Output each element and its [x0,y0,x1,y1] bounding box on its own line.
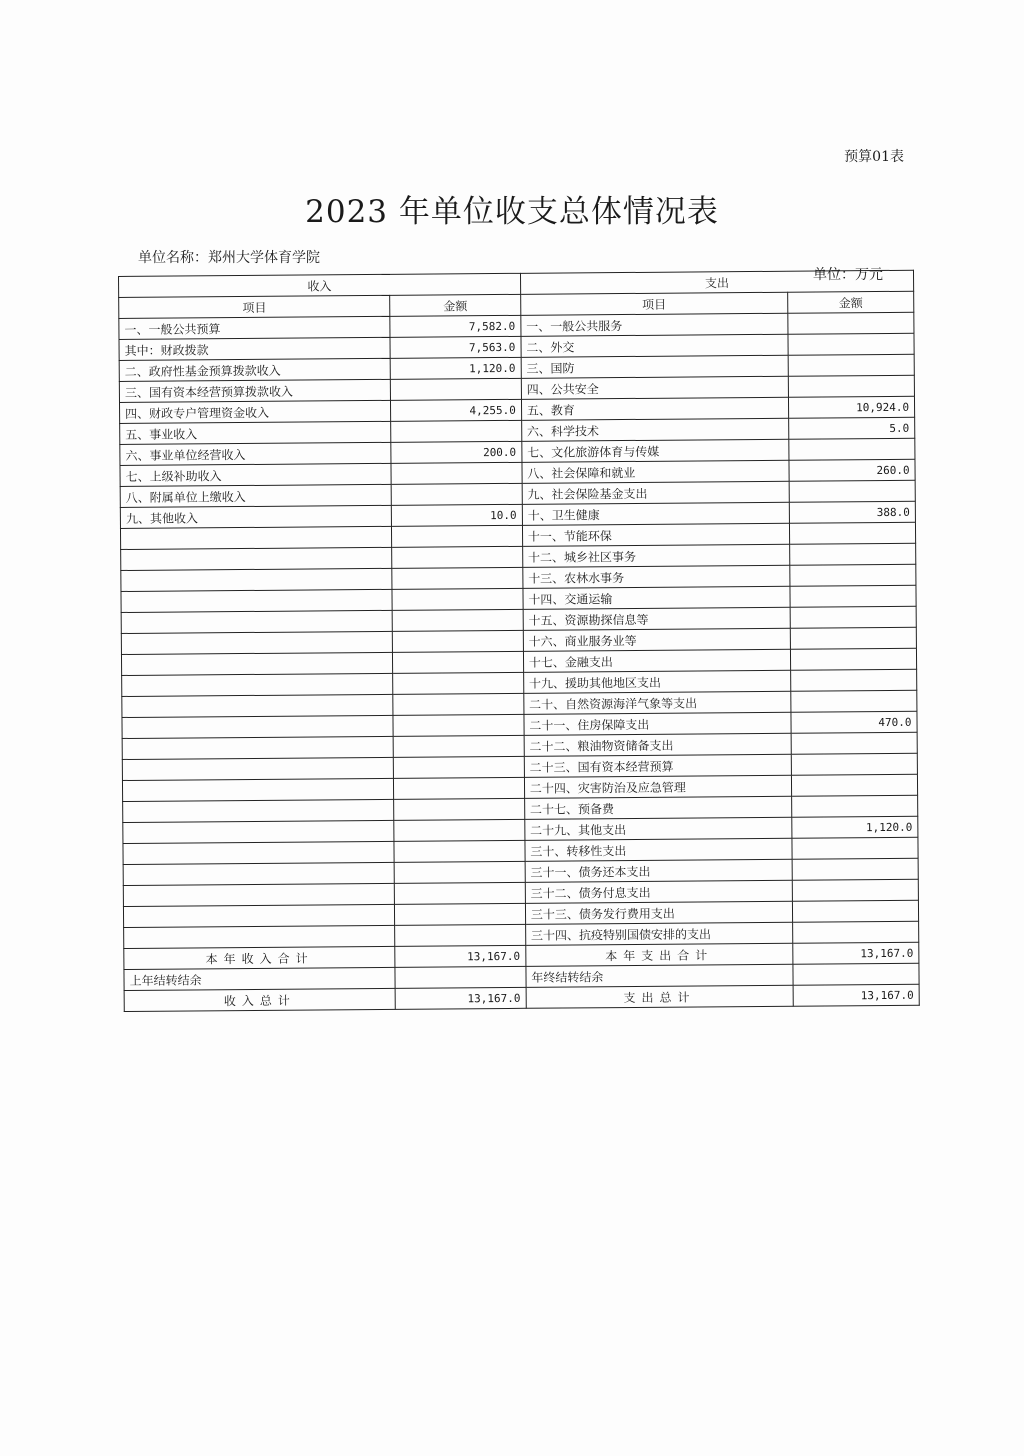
expense-amount-cell [791,774,917,796]
income-item-cell [121,568,393,591]
carryover-out-label: 年终结转结余 [526,964,793,987]
income-amount-cell [395,861,526,883]
income-amount-cell: 200.0 [391,441,522,463]
income-item-cell [122,736,394,759]
expense-amount-cell [792,900,918,922]
page-title: 2023 年单位收支总体情况表 [305,194,719,230]
income-item-cell [123,841,395,864]
income-item-cell [121,631,393,654]
income-item-cell [121,652,393,675]
expense-item-cell: 十七、金融支出 [523,649,790,672]
income-amount-cell [393,672,524,694]
year-expense-label: 本年支出合计 [526,943,793,966]
income-amount-cell [394,819,525,841]
income-item-cell [122,673,394,696]
income-item-cell: 七、上级补助收入 [120,463,392,486]
expense-item-cell: 二十七、预备费 [524,796,791,819]
expense-item-cell: 二十一、住房保障支出 [524,712,791,735]
income-item-cell [122,715,394,738]
income-header: 收入 [119,273,521,297]
income-item-cell [124,925,396,948]
income-item-cell [123,820,395,843]
income-item-cell: 三、国有资本经营预算拨款收入 [119,379,391,402]
expense-amount-cell: 388.0 [789,501,915,523]
expense-item-cell: 三十二、债务付息支出 [525,880,792,903]
year-expense-amount: 13,167.0 [793,942,919,964]
expense-item-cell: 三十三、债务发行费用支出 [525,901,792,924]
expense-item-cell: 三十一、债务还本支出 [525,859,792,882]
income-item-cell: 五、事业收入 [120,421,392,444]
income-amount-cell [394,840,525,862]
expense-amount-cell [788,375,914,397]
expense-amount-cell [790,543,916,565]
expense-item-cell: 一、一般公共服务 [521,313,788,336]
expense-header: 支出 [520,270,913,294]
income-amount-cell [393,651,524,673]
expense-amount-cell [791,669,917,691]
income-item-cell [123,904,395,927]
income-item-cell: 九、其他收入 [120,505,392,528]
income-amount-cell [391,378,522,400]
income-amount-cell [393,630,524,652]
income-amount-cell [392,525,523,547]
income-amount-cell [394,777,525,799]
expense-item-cell: 六、科学技术 [521,418,788,441]
income-item-cell [123,799,395,822]
carryover-in-label: 上年结转结余 [124,967,396,990]
budget-table [118,270,920,1012]
income-amount-cell [395,903,526,925]
income-item-cell [123,883,395,906]
income-amount-cell: 7,582.0 [390,315,521,337]
expense-amount-cell [792,858,918,880]
expense-amount-cell: 1,120.0 [792,816,918,838]
carryover-in-amount [395,966,526,988]
expense-item-cell: 二、外交 [521,334,788,357]
expense-item-cell: 三十四、抗疫特别国债安排的支出 [525,922,792,945]
income-amount-cell [392,588,523,610]
income-item-cell: 六、事业单位经营收入 [120,442,392,465]
income-item-cell [120,526,392,549]
income-amount-cell: 10.0 [392,504,523,526]
expense-item-cell: 九、社会保险基金支出 [522,481,789,504]
expense-item-cell: 十五、资源勘探信息等 [523,607,790,630]
expense-amount-cell: 260.0 [789,459,915,481]
income-item-cell [122,757,394,780]
expense-amount-cell [791,795,917,817]
unit-label: 单位：万元 [813,267,883,283]
income-item-cell [121,589,393,612]
income-item-cell: 二、政府性基金预算拨款收入 [119,358,391,381]
expense-amount-cell [788,333,914,355]
income-amount-cell [394,756,525,778]
expense-item-cell: 七、文化旅游体育与传媒 [522,439,789,462]
expense-total-amount: 13,167.0 [793,984,919,1006]
expense-item-cell: 十一、节能环保 [522,523,789,546]
expense-item-cell: 四、公共安全 [521,376,788,399]
income-amount-cell [393,714,524,736]
income-amount-header: 金额 [390,294,521,316]
income-total-amount: 13,167.0 [396,987,527,1009]
expense-amount-cell [789,438,915,460]
income-amount-cell [395,924,526,946]
income-item-cell [123,862,395,885]
income-amount-cell [394,735,525,757]
income-item-cell: 其中：财政拨款 [119,337,391,360]
expense-item-cell: 十二、城乡社区事务 [522,544,789,567]
income-amount-cell [391,420,522,442]
year-income-amount: 13,167.0 [395,945,526,967]
expense-amount-cell [789,480,915,502]
expense-item-cell: 十三、农林水事务 [523,565,790,588]
income-amount-cell [393,693,524,715]
income-amount-cell [391,462,522,484]
expense-amount-header: 金额 [788,291,914,313]
expense-item-cell: 十、卫生健康 [522,502,789,525]
income-item-cell [121,547,393,570]
expense-amount-cell [791,732,917,754]
form-number: 预算01表 [844,149,904,165]
income-amount-cell: 1,120.0 [391,357,522,379]
year-income-label: 本年收入合计 [124,946,396,969]
income-total-label: 收入总计 [124,988,396,1011]
expense-total-label: 支出总计 [526,985,793,1008]
expense-item-cell: 二十九、其他支出 [525,817,792,840]
income-item-header: 项目 [119,295,391,318]
expense-amount-cell: 5.0 [789,417,915,439]
expense-item-cell: 五、教育 [521,397,788,420]
income-amount-cell [392,483,523,505]
expense-amount-cell [792,921,918,943]
income-item-cell [122,778,394,801]
expense-item-cell: 三十、转移性支出 [525,838,792,861]
expense-item-cell: 二十、自然资源海洋气象等支出 [524,691,791,714]
expense-amount-cell [790,585,916,607]
expense-item-cell: 三、国防 [521,355,788,378]
expense-item-cell: 二十三、国有资本经营预算 [524,754,791,777]
expense-amount-cell [788,354,914,376]
income-item-cell: 一、一般公共预算 [119,316,391,339]
expense-amount-cell [790,627,916,649]
expense-amount-cell [790,564,916,586]
expense-amount-cell: 470.0 [791,711,917,733]
income-amount-cell [393,609,524,631]
expense-amount-cell: 10,924.0 [788,396,914,418]
expense-item-cell: 二十四、灾害防治及应急管理 [524,775,791,798]
income-item-cell: 四、财政专户管理资金收入 [119,400,391,423]
income-item-cell: 八、附属单位上缴收入 [120,484,392,507]
expense-amount-cell [791,690,917,712]
income-amount-cell [392,546,523,568]
income-amount-cell [395,882,526,904]
expense-item-cell: 十九、援助其他地区支出 [523,670,790,693]
income-amount-cell: 4,255.0 [391,399,522,421]
expense-item-cell: 八、社会保障和就业 [522,460,789,483]
expense-amount-cell [790,648,916,670]
unit-name: 单位名称：郑州大学体育学院 [138,250,320,266]
expense-amount-cell [789,522,915,544]
carryover-out-amount [793,963,919,985]
income-amount-cell [392,567,523,589]
expense-amount-cell [790,606,916,628]
expense-item-cell: 二十二、粮油物资储备支出 [524,733,791,756]
expense-item-cell: 十六、商业服务业等 [523,628,790,651]
expense-amount-cell [791,753,917,775]
income-item-cell [122,694,394,717]
income-amount-cell [394,798,525,820]
expense-amount-cell [792,879,918,901]
income-amount-cell: 7,563.0 [390,336,521,358]
income-item-cell [121,610,393,633]
expense-amount-cell [792,837,918,859]
expense-amount-cell [788,312,914,334]
expense-item-cell: 十四、交通运输 [523,586,790,609]
expense-item-header: 项目 [520,292,787,315]
